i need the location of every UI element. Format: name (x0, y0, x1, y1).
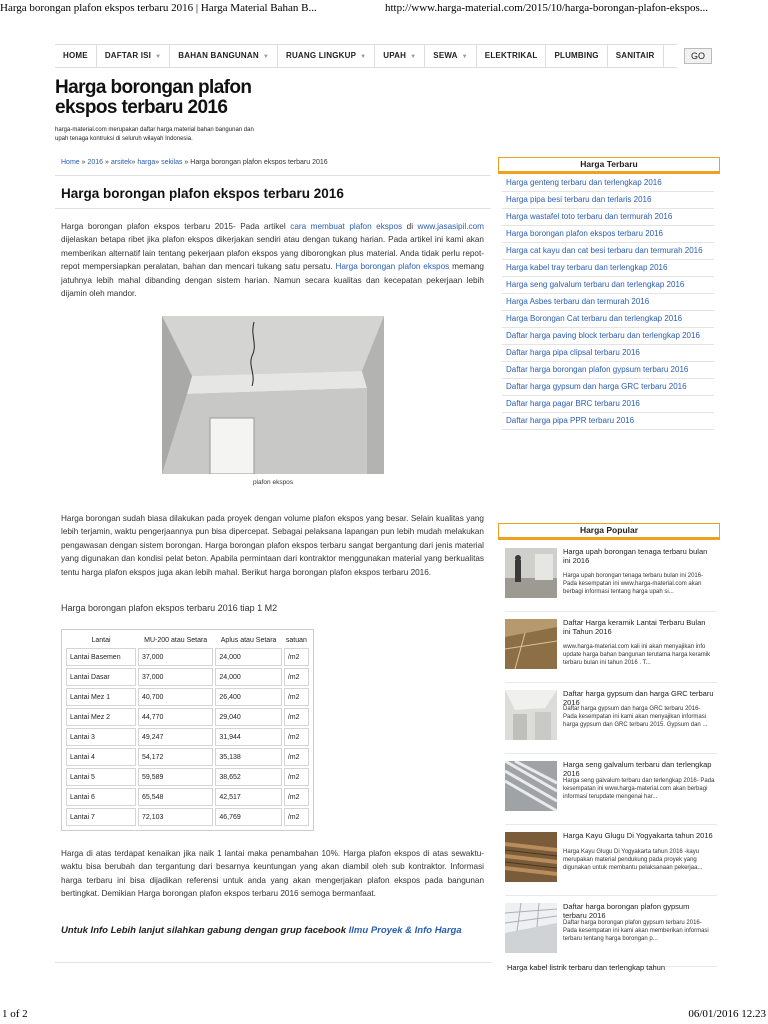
list-item[interactable]: Daftar harga pipa clipsal terbaru 2016 (502, 345, 714, 362)
nav-sewa-label: SEWA (433, 51, 458, 60)
table-row (66, 668, 309, 686)
nav-elektrikal[interactable]: ELEKTRIKAL (477, 45, 547, 67)
list-item[interactable]: Daftar harga paving block terbaru dan terlengkap 2016 (502, 328, 714, 345)
table-header-row (66, 634, 309, 646)
list-item[interactable]: Daftar harga pagar BRC terbaru 2016 (502, 396, 714, 413)
post-paragraph-2: Harga borongan sudah biasa dilakukan pada proyek dengan volume plafon ekspos yang besar. Selain kualitas yang lebih terjamin, waktu pengerjaannya pun bisa dipercepat. Sebagai pelaksana lapangan pun lebih mudah melakukan pengawasan dengan sistem borongan. Harga borongan plafon ekspos terbaru sangat bergantung dari jenis material yang digunakan dan kondisi pelat beton. Apabila permintaan dari kontraktor menggunakan material yang berkualitas tentu harga plafon ekspos juga akan lebih mahal. Berikut harga borongan plafon ekspos terbaru 2016. (61, 514, 484, 577)
popular-snippet: Harga Kayu Glugu Di Yogyakarta tahun 2016 -kayu merupakan material pendukung pada proyek yang digunakan untuk membantu pelaksanaan pekerjaa... (563, 849, 703, 871)
table-row (66, 688, 309, 706)
table-cell: /m2 (284, 648, 309, 666)
table-cell: 24,000 (215, 668, 282, 686)
chevron-down-icon: ▼ (360, 54, 367, 60)
table-row (66, 768, 309, 786)
cta-text: Untuk Info Lebih lanjut silahkan gabung dengan grup facebook (61, 925, 349, 936)
ceiling-photo (162, 316, 384, 474)
breadcrumb-home[interactable]: Home (61, 159, 80, 166)
divider (55, 962, 491, 963)
widget-title-harga-terbaru: Harga Terbaru (498, 157, 720, 172)
go-button[interactable]: GO (684, 48, 712, 64)
table-cell: 72,103 (138, 808, 213, 826)
list-item[interactable]: Harga pipa besi terbaru dan terlaris 2016 (502, 192, 714, 209)
table-row (66, 728, 309, 746)
popular-snippet: Daftar harga gypsum dan harga GRC terbaru 2016- Pada kesempatan ini kami akan menyajikan informasi harga gypsum dan GRC terbaru 2015. Gypsum dan ... (563, 706, 708, 728)
table-row (66, 788, 309, 806)
list-item[interactable]: Daftar harga pipa PPR terbaru 2016 (502, 413, 714, 430)
table-heading: Harga borongan plafon ekspos terbaru 2016 tiap 1 M2 (61, 603, 278, 613)
nav-ruang-lingkup-label: RUANG LINGKUP (285, 51, 357, 60)
table-cell: 40,700 (138, 688, 213, 706)
thumbnail-kayu[interactable] (505, 832, 557, 882)
table-cell: /m2 (284, 808, 309, 826)
nav-sewa[interactable] (425, 45, 477, 67)
table-header: satuan (285, 636, 307, 644)
popular-snippet: Harga upah borongan tenaga terbaru bulan ini 2016- Pada kesempatan ini www.harga-material.com akan berbagi informasi tentang harga upah si... (563, 573, 704, 595)
post-title: Harga borongan plafon ekspos terbaru 2016 (61, 186, 344, 201)
text: memang jatuhnya lebih mahal dibanding dengan sistem harian. Namun secara kualitas dan kecepatan pekerjaan lebih dijamin oleh mandor. (61, 262, 484, 299)
breadcrumb-arsitek[interactable]: arsitek (110, 159, 132, 166)
list-item[interactable]: Harga wastafel toto terbaru dan termurah 2016 (502, 209, 714, 226)
table-cell: Lantai Basemen (66, 648, 136, 666)
thumbnail-seng[interactable] (505, 761, 557, 811)
popular-snippet: Daftar harga borongan plafon gypsum terbaru 2016- Pada kesempatan ini kami akan memberikan informasi terbaru tentang harga borongan p... (563, 920, 709, 942)
table-cell: Lantai 6 (66, 788, 136, 806)
print-page-number: 1 of 2 (2, 1008, 28, 1020)
main-nav (55, 44, 677, 68)
popular-item-partial[interactable]: Harga kabel listrik terbaru dan terlengkap tahun (507, 963, 666, 972)
divider (55, 175, 491, 176)
chevron-down-icon: ▼ (410, 54, 417, 60)
table-cell: 38,652 (215, 768, 282, 786)
table-cell: /m2 (284, 788, 309, 806)
table-cell: 54,172 (138, 748, 213, 766)
nav-bahan-bangunan[interactable] (170, 45, 278, 67)
table-cell: 37,000 (138, 648, 213, 666)
list-item[interactable]: Harga Asbes terbaru dan termurah 2016 (502, 294, 714, 311)
breadcrumb-sekilas[interactable]: sekilas (161, 159, 183, 166)
list-item[interactable]: Daftar harga borongan plafon gypsum terbaru 2016 (502, 362, 714, 379)
nav-sanitair[interactable]: SANITAIR (608, 45, 664, 67)
table-cell: /m2 (284, 688, 309, 706)
site-title-line2: ekspos terbaru 2016 (55, 97, 228, 118)
post-paragraph-closing: Harga di atas terdapat kenaikan jika naik 1 lantai maka penambahan 10%. Harga plafon ekspos di atas sewaktu-waktu bisa berubah dan tergantung dari besarnya keuntungan yang akan diambil oleh sub kontraktor. Informasi harga terbaru ini bisa dijadikan referensi untuk anda yang akan mengerjakan plafon ekspos pada bangunan bertingkat. Demikian Harga borongan plafon ekspos terbaru 2016 semoga bermanfaat. (61, 849, 484, 899)
list-item[interactable]: Harga borongan plafon ekspos terbaru 2016 (502, 226, 714, 243)
text: di (402, 222, 418, 231)
nav-ruang-lingkup[interactable] (278, 45, 375, 67)
popular-title[interactable]: Daftar Harga keramik Lantai Terbaru Bulan ini Tahun 2016 (563, 618, 706, 636)
table-cell: /m2 (284, 668, 309, 686)
nav-bahan-bangunan-label: BAHAN BANGUNAN (178, 51, 259, 60)
divider (55, 208, 491, 209)
list-item[interactable]: Harga genteng terbaru dan terlengkap 2016 (502, 175, 714, 192)
table-cell: Lantai 3 (66, 728, 136, 746)
popular-item[interactable] (505, 899, 717, 967)
nav-upah[interactable] (375, 45, 425, 67)
harga-terbaru-list (502, 175, 714, 430)
table-cell: Lantai 5 (66, 768, 136, 786)
site-title[interactable] (55, 78, 355, 118)
breadcrumb-current: Harga borongan plafon ekspos terbaru 2016 (190, 159, 328, 166)
print-page-title: Harga borongan plafon ekspos terbaru 2016 | Harga Material Bahan B... (0, 2, 317, 14)
table-cell: 26,400 (215, 688, 282, 706)
table-cell: /m2 (284, 708, 309, 726)
nav-plumbing[interactable]: PLUMBING (546, 45, 607, 67)
list-item[interactable]: Harga Borongan Cat terbaru dan terlengkap 2016 (502, 311, 714, 328)
table-cell: /m2 (284, 748, 309, 766)
popular-title[interactable]: Harga upah borongan tenaga terbaru bulan ini 2016 (563, 547, 708, 565)
popular-title[interactable]: Daftar harga borongan plafon gypsum terbaru 2016 (563, 902, 690, 920)
harga-popular-list (505, 544, 717, 970)
popular-snippet: www.harga-material.com kali ini akan menyajikan info update harga bahan bangunan terutama harga keramik terbaru bulan ini tahun 2016 . T... (563, 644, 711, 666)
table-row (66, 708, 309, 726)
link-jasasipil[interactable]: www.jasasipil.com (417, 222, 484, 231)
table-cell: Lantai 7 (66, 808, 136, 826)
site-description: harga-material.com merupakan daftar harga material bahan bangunan dan upah tenaga kontruksi di seluruh wilayah Indonesia. (55, 127, 254, 142)
chevron-down-icon: ▼ (461, 54, 468, 60)
list-item[interactable]: Harga cat kayu dan cat besi terbaru dan termurah 2016 (502, 243, 714, 260)
text: dijelaskan betapa ribet jika plafon ekspos dikerjakan sendiri atau dengan tukang harian. Pada artikel ini kami akan memberikan alternatif lain tentang pekerjaan plafon ekspos yang diborongkan plus material. Anda tidak perlu repot-repot mempersiapkan peralatan, bahan dan mencari tukang satu persatu. (61, 235, 484, 272)
nav-home[interactable]: HOME (55, 45, 97, 67)
table-header: Aplus atau Setara (220, 636, 277, 644)
popular-item[interactable] (505, 686, 717, 754)
popular-snippet: Harga seng galvalum terbaru dan terlengkap 2016- Pada kesempatan ini www.harga-material.com akan berbagi informasi terupdate mengenai har... (563, 778, 715, 800)
popular-item[interactable] (505, 544, 717, 612)
facebook-group-cta (61, 924, 491, 937)
print-header (0, 0, 768, 18)
table-cell: Lantai Dasar (66, 668, 136, 686)
table-cell: 31,944 (215, 728, 282, 746)
post-paragraph-intro (61, 220, 484, 300)
popular-title[interactable]: Harga seng galvalum terbaru dan terlengkap 2016 (563, 760, 712, 778)
print-datetime: 06/01/2016 12.23 (688, 1008, 766, 1020)
table-cell: Lantai Mez 2 (66, 708, 136, 726)
list-item[interactable]: Daftar harga gypsum dan harga GRC terbaru 2016 (502, 379, 714, 396)
table-cell: 42,517 (215, 788, 282, 806)
table-cell: 24,000 (215, 648, 282, 666)
thumbnail-gypsum[interactable] (505, 690, 557, 740)
table-cell: 44,770 (138, 708, 213, 726)
popular-item[interactable] (505, 757, 717, 825)
popular-item[interactable] (505, 828, 717, 896)
list-item[interactable]: Harga seng galvalum terbaru dan terlengkap 2016 (502, 277, 714, 294)
nav-daftar-isi[interactable] (97, 45, 170, 67)
table-cell: 49,247 (138, 728, 213, 746)
site-title-line1: Harga borongan plafon (55, 77, 252, 98)
facebook-group-link[interactable]: Ilmu Proyek & Info Harga (348, 925, 462, 936)
link-harga-borongan-plafon[interactable]: Harga borongan plafon ekspos (335, 262, 450, 272)
table-cell: 35,138 (215, 748, 282, 766)
photo-caption: plafon ekspos (252, 479, 294, 486)
thumbnail-tiles[interactable] (505, 619, 557, 669)
table-cell: 65,548 (138, 788, 213, 806)
link-cara-membuat-plafon[interactable]: cara membuat plafon ekspos (290, 222, 403, 231)
table-cell: /m2 (284, 768, 309, 786)
table-row (66, 648, 309, 666)
thumbnail-plafon-gypsum[interactable] (505, 903, 557, 953)
print-page-url: http://www.harga-material.com/2015/10/harga-borongan-plafon-ekspos... (385, 2, 708, 14)
table-cell: Lantai Mez 1 (66, 688, 136, 706)
table-cell: Lantai 4 (66, 748, 136, 766)
list-item[interactable]: Harga kabel tray terbaru dan terlengkap 2016 (502, 260, 714, 277)
table-row (66, 748, 309, 766)
table-header: Lantai (91, 636, 111, 644)
nav-daftar-isi-label: DAFTAR ISI (104, 51, 152, 60)
text: Harga borongan plafon ekspos terbaru 2015- Pada artikel (61, 222, 291, 231)
table-cell: 59,589 (138, 768, 213, 786)
table-row (66, 808, 309, 826)
thumbnail-workers[interactable] (505, 548, 557, 598)
table-cell: 29,040 (215, 708, 282, 726)
breadcrumb-harga[interactable]: harga (137, 159, 156, 166)
popular-item[interactable] (505, 615, 717, 683)
price-table (61, 629, 314, 831)
nav-upah-label: UPAH (383, 51, 407, 60)
table-cell: 37,000 (138, 668, 213, 686)
breadcrumb-year[interactable]: 2016 (87, 159, 104, 166)
chevron-down-icon: ▼ (155, 54, 162, 60)
popular-title[interactable]: Daftar harga gypsum dan harga GRC terbaru 2016 (563, 689, 714, 707)
print-footer (0, 1006, 768, 1024)
widget-title-harga-popular: Harga Popular (498, 523, 720, 538)
chevron-down-icon: ▼ (262, 54, 269, 60)
popular-title[interactable]: Harga Kayu Glugu Di Yogyakarta tahun 2016 (563, 831, 713, 840)
table-cell: 46,769 (215, 808, 282, 826)
breadcrumb: Home » 2016 » arsitek» harga» sekilas » Harga borongan plafon ekspos terbaru 2016 (61, 159, 328, 166)
table-cell: /m2 (284, 728, 309, 746)
table-header: MU-200 atau Setara (144, 636, 208, 644)
